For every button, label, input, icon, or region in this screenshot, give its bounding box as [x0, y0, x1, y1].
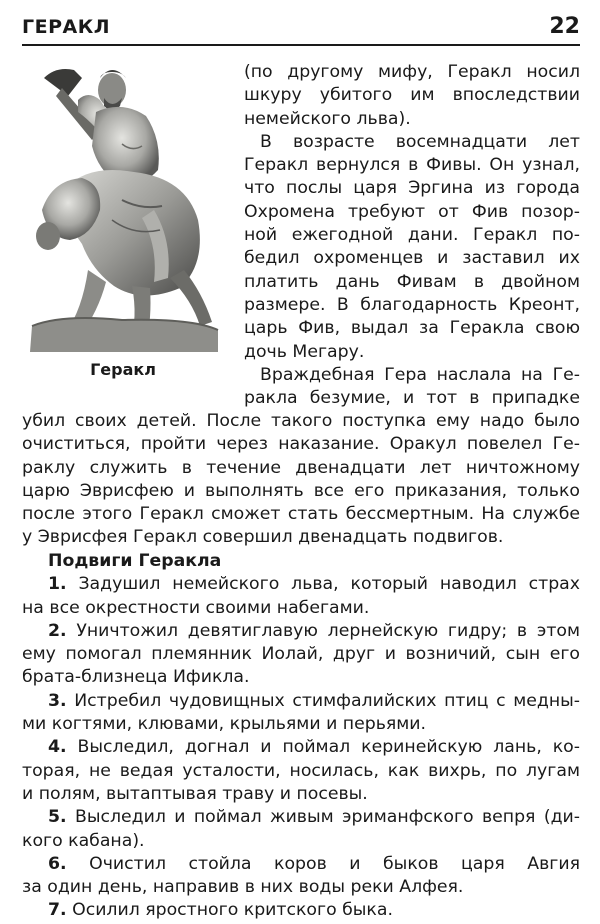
list-item: [22, 573, 580, 596]
item-number: 2.: [48, 620, 67, 641]
text-line: ракла безумие, и тот в припадке: [244, 388, 580, 409]
body-text: [22, 410, 580, 550]
page-number: 22: [549, 14, 580, 39]
text-line: после этого Геракл сможет стать бессмертным. На службе: [22, 504, 580, 525]
text-line: бедил охроменцев и заставил их: [244, 248, 580, 269]
item-number: 4.: [48, 737, 67, 758]
item-number: 1.: [48, 574, 67, 595]
text-line: что послы царя Эргина из города: [244, 178, 580, 199]
text-line: у Эврисфея Геракл совершил двенадцать подвигов.: [22, 527, 504, 548]
text-line: Охромена требуют от Фив позор-: [244, 201, 580, 222]
text-line: царь Фив, выдал за Геракла свою: [244, 318, 580, 339]
text-line: шкуру убитого им впоследствии: [244, 85, 580, 106]
text-line: раклу служить в течение двенадцати лет ничтожному: [22, 457, 580, 478]
list-item: [22, 690, 580, 713]
list-item: [22, 736, 580, 759]
text-line: ми когтями, клювами, крыльями и перьями.: [22, 714, 427, 735]
text-line: торая, не ведая усталости, носилась, как вихрь, по лугам: [22, 760, 580, 781]
item-number: 7.: [48, 900, 67, 921]
text-line: ной ежегодной дани. Геракл по-: [244, 225, 580, 246]
text-line: ему помогал племянник Иолай, друг и возничий, сын его: [22, 644, 580, 665]
text-line: дочь Мегару.: [244, 341, 365, 362]
item-text: Выследил, догнал и поймал керинейскую лань, ко-: [77, 737, 580, 758]
item-text: Истребил чудовищных стимфалийских птиц с медны-: [74, 690, 580, 711]
item-text: Задушил немейского льва, который наводил страх: [78, 574, 580, 595]
item-text: Очистил стойла коров и быков царя Авгия: [89, 853, 580, 874]
text-line: убил своих детей. После такого поступка ему надо было: [22, 411, 580, 431]
item-number: 5.: [48, 807, 67, 828]
item-text: Выследил и поймал живым эриманфского вепря (ди-: [74, 807, 580, 828]
item-number: 3.: [48, 690, 67, 711]
labors-section: [22, 550, 580, 923]
text-line: платить дань Фивам в двойном: [244, 271, 580, 292]
hercules-statue-image: [22, 60, 224, 352]
text-line: кого кабана).: [22, 830, 145, 851]
text-line: (по другому мифу, Геракл носил: [244, 62, 580, 82]
text-line: очиститься, пройти через наказание. Оракул повелел Ге-: [22, 434, 580, 455]
page-header: [22, 14, 580, 46]
section-heading: Подвиги Геракла: [48, 551, 222, 571]
text-line: брата-близнеца Ификла.: [22, 667, 250, 688]
side-text-column: [244, 61, 580, 410]
text-line: и полям, вытаптывая траву и посевы.: [22, 783, 368, 804]
figure-caption: Геракл: [90, 360, 156, 379]
text-line: размере. В благодарность Креонт,: [244, 294, 580, 315]
list-item: [22, 806, 580, 829]
text-line: Геракл вернулся в Фивы. Он узнал,: [244, 155, 580, 176]
text-line: царю Эврисфею и выполнять все его приказания, только: [22, 480, 580, 501]
list-item: [22, 620, 580, 643]
text-line: немейского льва).: [244, 108, 411, 129]
text-line: В возрасте восемнадцати лет: [260, 131, 580, 152]
text-line: за один день, направив в них воды реки Алфея.: [22, 877, 464, 898]
text-line: на все окрестности своими набегами.: [22, 597, 370, 618]
text-line: Враждебная Гера наслала на Ге-: [260, 364, 580, 385]
list-item: [22, 853, 580, 876]
item-text: Осилил яростного критского быка.: [72, 900, 393, 921]
running-title: ГЕРАКЛ: [22, 16, 111, 38]
list-item: [22, 899, 580, 922]
item-number: 6.: [48, 853, 67, 874]
item-text: Уничтожил девятиглавую лернейскую гидру; в этом: [76, 620, 580, 641]
